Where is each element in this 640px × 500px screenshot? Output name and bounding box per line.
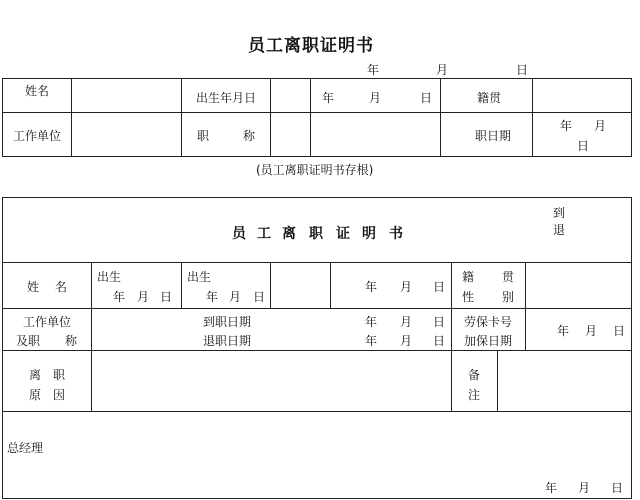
stub-caption: (员工离职证明书存根) bbox=[256, 163, 374, 177]
form-row1-month: 月 bbox=[400, 280, 413, 294]
form-birth2-day: 日 bbox=[253, 290, 266, 304]
form-sign-year: 年 bbox=[545, 481, 558, 495]
form-birth2-year: 年 bbox=[206, 290, 219, 304]
form-row1-day: 日 bbox=[433, 280, 446, 294]
stub-native-label: 籍贯 bbox=[477, 91, 502, 105]
form-gender-label-2: 别 bbox=[502, 290, 515, 304]
stub-position-date-label: 职日期 bbox=[475, 129, 512, 143]
form-side-note-2: 退 bbox=[553, 223, 566, 237]
stub-pos-date-year: 年 bbox=[560, 119, 573, 133]
stub-date-day: 日 bbox=[516, 63, 529, 77]
form-title-char-4: 职 bbox=[309, 226, 323, 242]
stub-position-label-2: 称 bbox=[243, 129, 256, 143]
form-and-position-label-1: 及职 bbox=[16, 334, 41, 348]
form-general-manager-label: 总经理 bbox=[7, 441, 44, 455]
form-insurance-day: 日 bbox=[613, 324, 626, 338]
form-title-char-5: 证 bbox=[336, 226, 350, 242]
form-reason-label-1: 离 bbox=[29, 368, 42, 382]
form-title-char-6: 明 bbox=[362, 226, 376, 242]
form-title-char-1: 员 bbox=[232, 226, 246, 242]
form-reason-label-3: 原 bbox=[29, 388, 42, 402]
form-remarks-label-2: 注 bbox=[468, 388, 481, 402]
stub-name-label: 姓名 bbox=[25, 84, 50, 98]
form-insurance-year: 年 bbox=[557, 324, 570, 338]
form-title-char-3: 离 bbox=[282, 226, 296, 242]
form-sign-month: 月 bbox=[578, 481, 591, 495]
form-arrive-month: 月 bbox=[400, 315, 413, 329]
form-birth1-label: 出生 bbox=[97, 270, 122, 284]
form-birth1-month: 月 bbox=[137, 290, 150, 304]
form-birth1-day: 日 bbox=[160, 290, 173, 304]
stub-ymd-month: 月 bbox=[369, 91, 382, 105]
form-reason-label-4: 因 bbox=[53, 388, 66, 402]
form-title-char-2: 工 bbox=[257, 226, 271, 242]
form-insurance-date-label: 加保日期 bbox=[464, 334, 513, 348]
stub-date-month: 月 bbox=[436, 63, 449, 77]
form-leave-year: 年 bbox=[365, 334, 378, 348]
form-insurance-card-label: 劳保卡号 bbox=[464, 315, 513, 329]
form-row1-year: 年 bbox=[365, 280, 378, 294]
form-leave-date-label: 退职日期 bbox=[203, 334, 252, 348]
stub-pos-date-month: 月 bbox=[594, 119, 607, 133]
form-name-label-2: 名 bbox=[55, 280, 68, 294]
form-birth2-month: 月 bbox=[229, 290, 242, 304]
form-birth2-label: 出生 bbox=[187, 270, 212, 284]
form-leave-month: 月 bbox=[400, 334, 413, 348]
form-arrive-year: 年 bbox=[365, 315, 378, 329]
form-native-label-1: 籍 bbox=[462, 270, 475, 284]
stub-position-label-1: 职 bbox=[197, 129, 210, 143]
form-leave-day: 日 bbox=[433, 334, 446, 348]
stub-ymd-year: 年 bbox=[322, 91, 335, 105]
form-gender-label-1: 性 bbox=[462, 290, 475, 304]
form-side-note-1: 到 bbox=[553, 206, 566, 220]
form-native-label-2: 贯 bbox=[502, 270, 515, 284]
form-arrive-date-label: 到职日期 bbox=[203, 315, 252, 329]
stub-work-unit-label: 工作单位 bbox=[13, 129, 62, 143]
form-work-unit-label: 工作单位 bbox=[23, 315, 72, 329]
stub-date-year: 年 bbox=[367, 63, 380, 77]
form-reason-label-2: 职 bbox=[53, 368, 66, 382]
form-name-label-1: 姓 bbox=[27, 280, 40, 294]
form-and-position-label-2: 称 bbox=[65, 334, 78, 348]
stub-ymd-day: 日 bbox=[420, 91, 433, 105]
form-birth1-year: 年 bbox=[113, 290, 126, 304]
stub-pos-date-day: 日 bbox=[577, 139, 590, 153]
form-arrive-day: 日 bbox=[433, 315, 446, 329]
form-sign-day: 日 bbox=[611, 481, 624, 495]
form-insurance-month: 月 bbox=[585, 324, 598, 338]
stub-title: 员工离职证明书 bbox=[248, 36, 374, 56]
stub-birth-label: 出生年月日 bbox=[196, 91, 257, 105]
form-title-char-7: 书 bbox=[389, 226, 403, 242]
form-remarks-label-1: 备 bbox=[468, 368, 481, 382]
